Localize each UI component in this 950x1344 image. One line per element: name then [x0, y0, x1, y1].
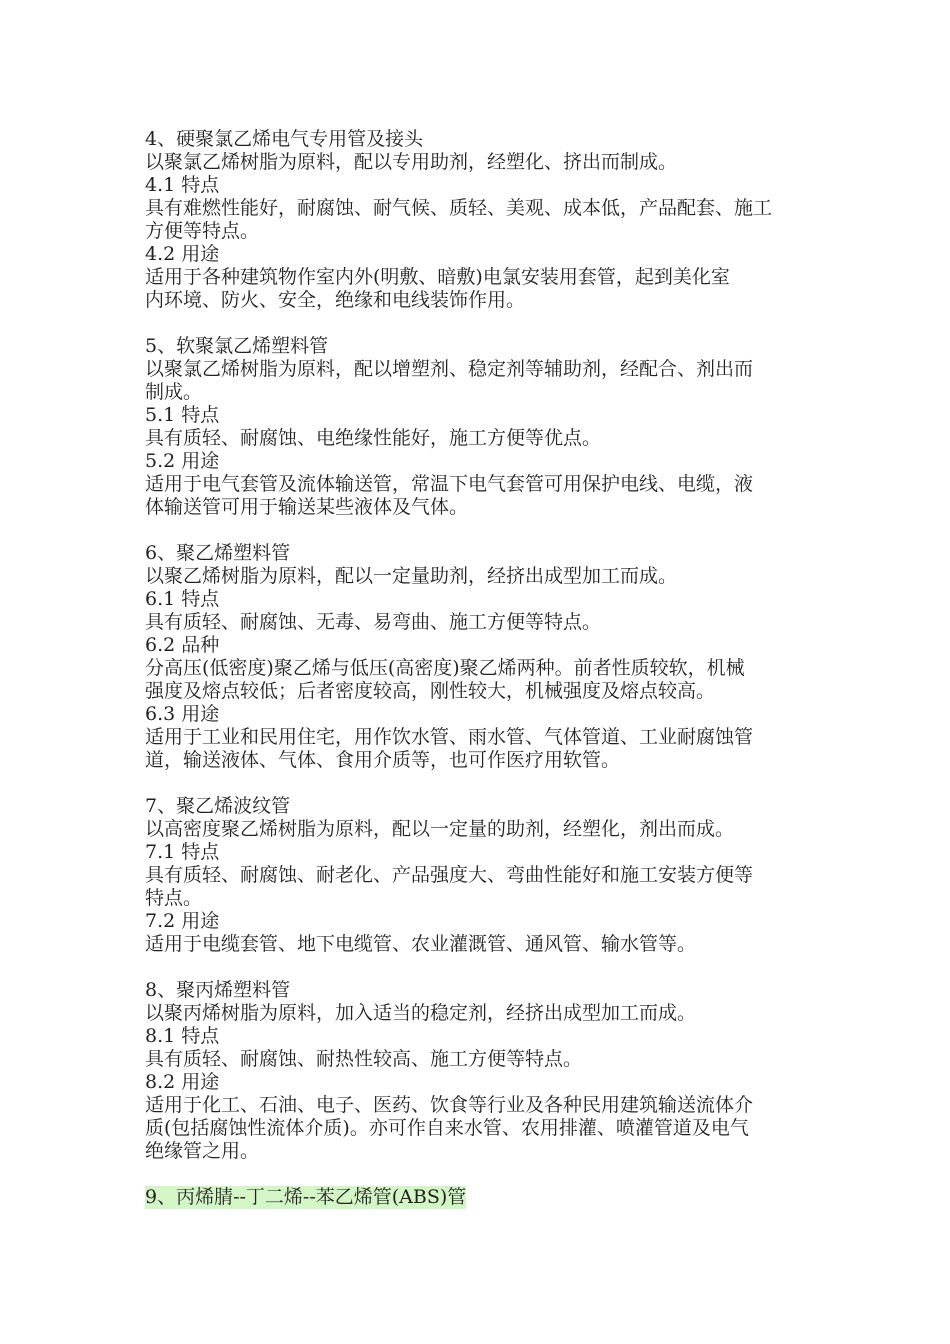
section-spacer: [145, 519, 815, 542]
section-spacer: [145, 772, 815, 795]
paragraph-line: 特点。: [145, 887, 203, 909]
paragraph-line: 以高密度聚乙烯树脂为原料，配以一定量的助剂，经塑化，剂出而成。: [145, 818, 735, 840]
paragraph-line: 具有质轻、耐腐蚀、耐热性较高、施工方便等特点。: [145, 1048, 583, 1070]
paragraph-line: 质(包括腐蚀性流体介质)。亦可作自来水管、农用排灌、喷灌管道及电气: [145, 1117, 749, 1139]
paragraph-line: 适用于工业和民用住宅，用作饮水管、雨水管、气体管道、工业耐腐蚀管: [145, 726, 754, 748]
paragraph-line: 适用于电缆套管、地下电缆管、农业灌溉管、通风管、输水管等。: [145, 933, 697, 955]
subheading: 5.1 特点: [145, 404, 220, 426]
paragraph-line: 道，输送液体、气体、食用介质等，也可作医疗用软管。: [145, 749, 621, 771]
subheading: 6.2 品种: [145, 634, 220, 656]
paragraph-line: 以聚乙烯树脂为原料，配以一定量助剂，经挤出成型加工而成。: [145, 565, 678, 587]
subheading: 7.1 特点: [145, 841, 220, 863]
document-body: [145, 128, 815, 1209]
section-heading: 7、聚乙烯波纹管: [145, 795, 291, 817]
section-6: [145, 542, 815, 772]
paragraph-line: 具有质轻、耐腐蚀、电绝缘性能好，施工方便等优点。: [145, 427, 602, 449]
paragraph-line: 方便等特点。: [145, 220, 260, 242]
paragraph-line: 制成。: [145, 381, 203, 403]
paragraph-line: 适用于各种建筑物作室内外(明敷、暗敷)电氯安装用套管，起到美化室: [145, 266, 730, 288]
paragraph-line: 具有质轻、耐腐蚀、耐老化、产品强度大、弯曲性能好和施工安装方便等: [145, 864, 754, 886]
section-heading: 8、聚丙烯塑料管: [145, 979, 291, 1001]
section-9: [145, 1186, 815, 1209]
paragraph-line: 具有质轻、耐腐蚀、无毒、易弯曲、施工方便等特点。: [145, 611, 602, 633]
subheading: 6.1 特点: [145, 588, 220, 610]
section-heading: 6、聚乙烯塑料管: [145, 542, 291, 564]
subheading: 7.2 用途: [145, 910, 220, 932]
paragraph-line: 适用于电气套管及流体输送管，常温下电气套管可用保护电线、电缆，液: [145, 473, 754, 495]
section-spacer: [145, 312, 815, 335]
section-heading: 4、硬聚氯乙烯电气专用管及接头: [145, 128, 424, 150]
subheading: 4.1 特点: [145, 174, 220, 196]
subheading: 8.1 特点: [145, 1025, 220, 1047]
section-4: [145, 128, 815, 312]
subheading: 5.2 用途: [145, 450, 220, 472]
section-spacer: [145, 1163, 815, 1186]
section-spacer: [145, 956, 815, 979]
section-8: [145, 979, 815, 1163]
subheading: 6.3 用途: [145, 703, 220, 725]
highlighted-section-heading: 9、丙烯腈--丁二烯--苯乙烯管(ABS)管: [145, 1186, 467, 1208]
section-heading: 5、软聚氯乙烯塑料管: [145, 335, 329, 357]
subheading: 4.2 用途: [145, 243, 220, 265]
section-7: [145, 795, 815, 956]
section-5: [145, 335, 815, 519]
paragraph-line: 体输送管可用于输送某些液体及气体。: [145, 496, 469, 518]
paragraph-line: 以聚丙烯树脂为原料，加入适当的稳定剂，经挤出成型加工而成。: [145, 1002, 697, 1024]
paragraph-line: 绝缘管之用。: [145, 1140, 260, 1162]
paragraph-line: 强度及熔点较低；后者密度较高，刚性较大，机械强度及熔点较高。: [145, 680, 716, 702]
paragraph-line: 内环境、防火、安全，绝缘和电线装饰作用。: [145, 289, 526, 311]
paragraph-line: 以聚氯乙烯树脂为原料，配以专用助剂，经塑化、挤出而制成。: [145, 151, 678, 173]
paragraph-line: 以聚氯乙烯树脂为原料，配以增塑剂、稳定剂等辅助剂，经配合、剂出而: [145, 358, 754, 380]
paragraph-line: 具有难燃性能好，耐腐蚀、耐气候、质轻、美观、成本低，产品配套、施工: [145, 197, 773, 219]
subheading: 8.2 用途: [145, 1071, 220, 1093]
paragraph-line: 分高压(低密度)聚乙烯与低压(高密度)聚乙烯两种。前者性质较软，机械: [145, 657, 745, 679]
paragraph-line: 适用于化工、石油、电子、医药、饮食等行业及各种民用建筑输送流体介: [145, 1094, 754, 1116]
